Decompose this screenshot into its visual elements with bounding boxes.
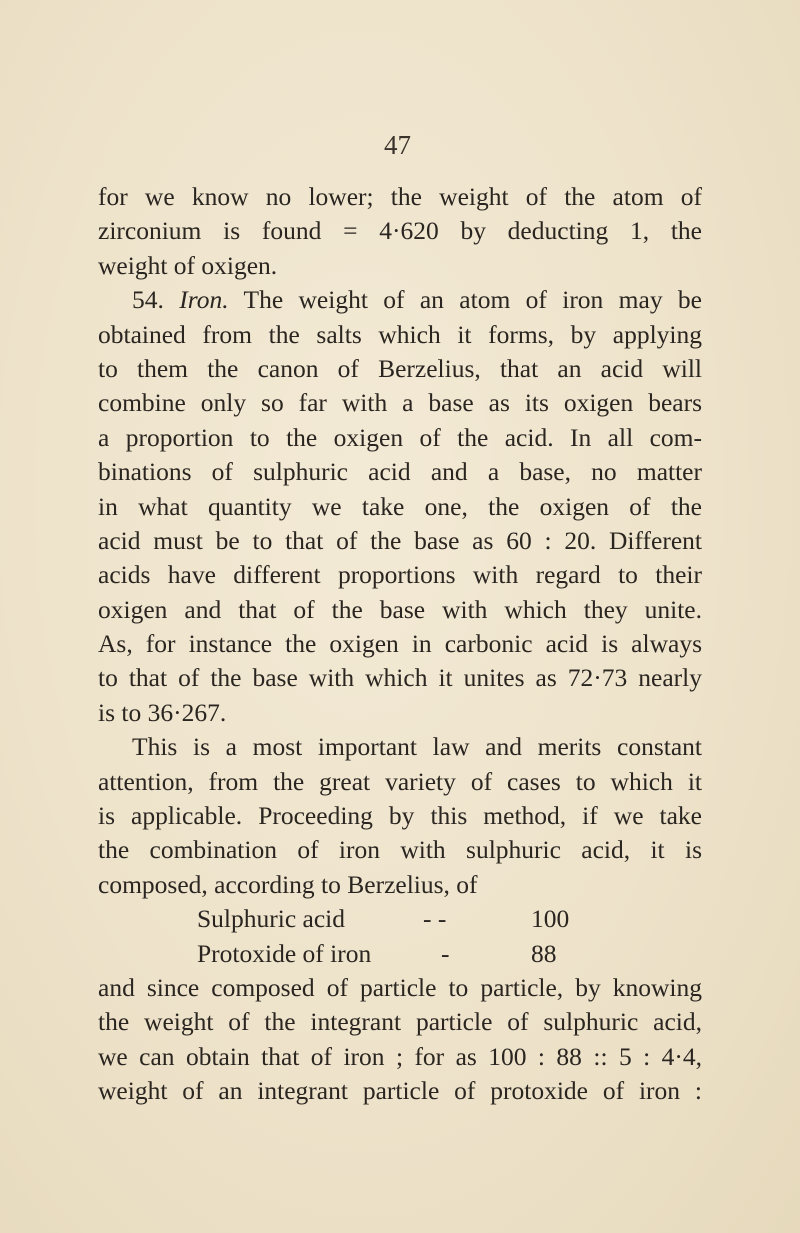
text-line: for we know no lower; the weight of the atom of [98,182,702,211]
table-row [98,937,702,971]
text-line: obtained from the salts which it forms, by applying [98,319,702,349]
section-number: 54. [132,285,164,315]
text-line: binations of sulphuric acid and a base, no matter [98,457,702,487]
text-line: combine only so far with a base as its oxigen bears [98,388,702,418]
text-line: is applicable. Proceeding by this method, if we take [98,801,702,831]
text-line: in what quantity we take one, the oxigen of the [98,491,702,521]
compound-value: 88 [531,938,557,968]
text-line: to them the canon of Berzelius, that an acid will [98,353,702,383]
page-number: 47 [384,130,411,160]
text-line: attention, from the great variety of cases to which it [98,766,702,796]
text-line: acid must be to that of the base as 60 : 20. Different [98,525,702,555]
leader-dashes: - [441,938,450,968]
text-line: to that of the base with which it unites as 72·73 nearly [98,663,702,693]
text-line: is to 36·267. [98,697,227,727]
text-line: acids have different proportions with regard to their [98,560,702,590]
text-line: composed, according to Berzelius, of [98,869,478,899]
text-line: zirconium is found = 4·620 by deducting 1, the [98,216,702,246]
section-text: The weight of an atom of iron may be [243,285,702,315]
text-line: the weight of the integrant particle of sulphuric acid, [98,1007,702,1037]
text-line: weight of an integrant particle of protoxide of iron : [98,1076,702,1106]
text-line: and since composed of particle to particle, by knowing [98,972,702,1002]
text-line: a proportion to the oxigen of the acid. In all com- [98,422,702,452]
table-row [98,902,702,936]
compound-name: Protoxide of iron [197,938,372,968]
body-text [98,180,702,1109]
section-line [98,283,702,317]
text-line: the combination of iron with sulphuric acid, it is [98,835,702,865]
section-title: Iron. [179,285,229,315]
text-line: This is a most important law and merits constant [132,732,702,762]
leader-dashes: - - [423,904,447,934]
compound-value: 100 [531,904,570,934]
text-line: As, for instance the oxigen in carbonic acid is always [98,629,702,659]
compound-name: Sulphuric acid [197,904,346,934]
text-line: oxigen and that of the base with which they unite. [98,594,702,624]
text-line: weight of oxigen. [98,250,278,280]
text-line: we can obtain that of iron ; for as 100 : 88 :: 5 : 4·4, [98,1041,702,1071]
